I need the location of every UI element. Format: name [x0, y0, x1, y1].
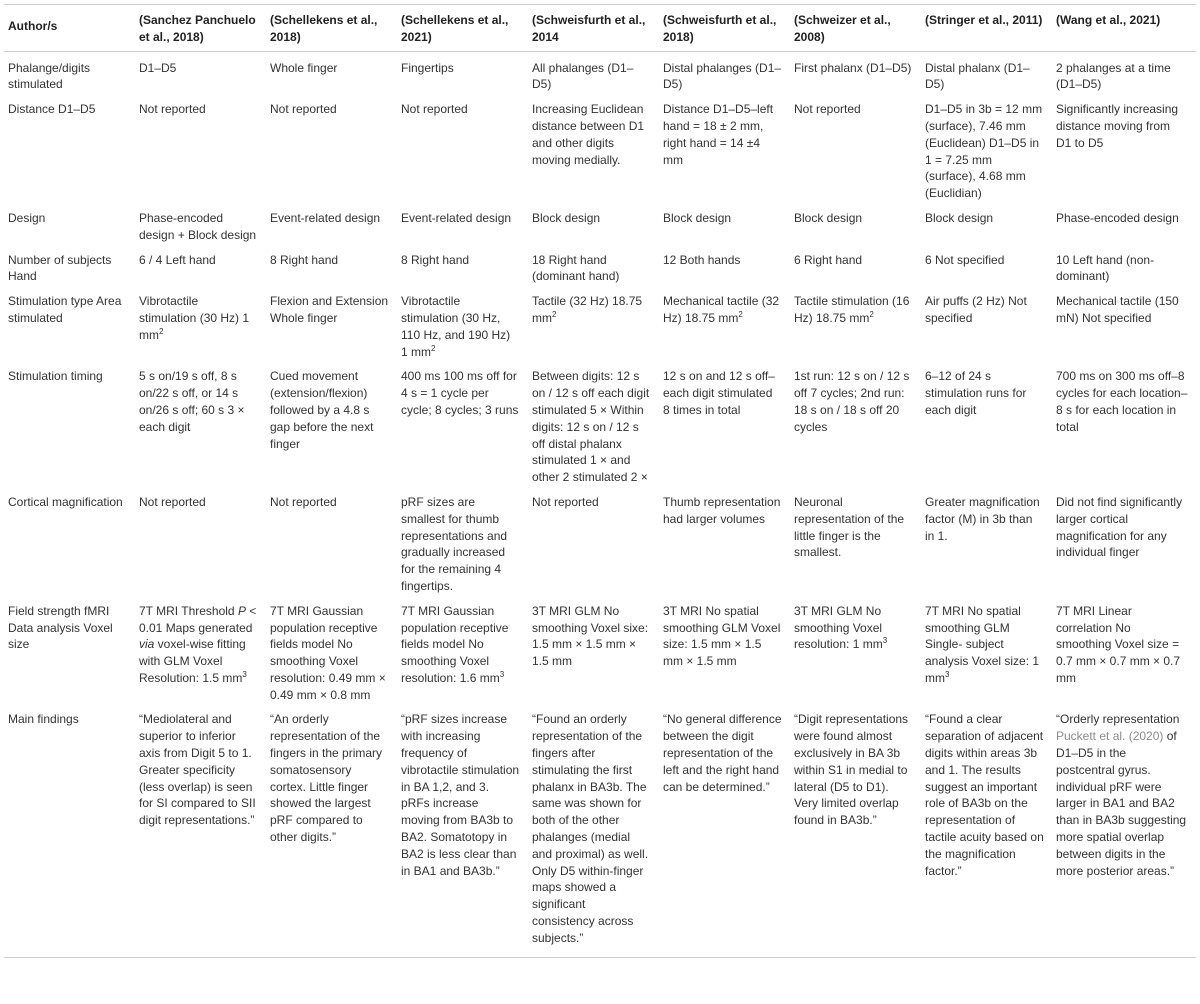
table-cell: pRF sizes are smallest for thumb representations and gradually increased for the remaining 4 fingertips. [401, 494, 508, 593]
header-author: (Sanchez Panchuelo et al., 2018) [135, 5, 266, 52]
table-cell: 6 Not specified [925, 252, 1005, 267]
table-cell: Tactile (32 Hz) 18.75 $mm^2$ [532, 294, 643, 325]
row-label: Phalange/digits stimulated [8, 60, 91, 92]
table-cell: 8 Right hand [270, 252, 339, 267]
table-cell: 10 Left hand (non-dominant) [1056, 252, 1155, 284]
header-author: (Schellekens et al., 2021) [397, 5, 528, 52]
header-author: (Schweizer et al., 2008) [790, 5, 921, 52]
table-cell: Phase-encoded design + Block design [139, 210, 257, 242]
row-label: Main findings [4, 707, 135, 957]
header-author: (Schweisfurth et al., 2018) [659, 5, 790, 52]
table-cell: 1st run: 12 s on / 12 s off 7 cycles; 2nd run: 18 s on / 18 s off 20 cycles [794, 369, 910, 434]
table-cell: 7T MRI Gaussian population receptive fields model No smoothing Voxel resolution: 1.6 $mm^3$ [401, 603, 509, 685]
table-cell: 6–12 of 24 s stimulation runs for each digit [925, 369, 1027, 417]
table-cell: “pRF sizes increase with increasing frequency of vibrotactile stimulation in BA 1,2, and 3. pRFs increase moving from BA3b to BA2. Somatotopy in BA2 is less clear than in BA1 and BA3b.” [397, 707, 528, 957]
table-cell: 7T MRI Gaussian population receptive fields model No smoothing Voxel resolution: 0.49 mm × 0.49 mm × 0.8 mm [270, 603, 386, 702]
header-author: (Schellekens et al., 2018) [266, 5, 397, 52]
header-label: Author/s [4, 5, 135, 52]
row-phalange [4, 51, 1196, 97]
table-cell: Block design [794, 210, 863, 225]
table-cell: Vibrotactile stimulation (30 Hz) 1 $mm^2$ [139, 294, 250, 342]
table-cell: Tactile stimulation (16 Hz) 18.75 $mm^2$ [794, 294, 910, 325]
row-label: Stimulation type Area stimulated [8, 294, 122, 325]
table-cell: 5 s on/19 s off, 8 s on/22 s off, or 14 s on/26 s off; 60 s 3 × each digit [139, 369, 245, 434]
row-field-strength [4, 599, 1196, 708]
header-author: (Wang et al., 2021) [1052, 5, 1196, 52]
table-cell: Vibrotactile stimulation (30 Hz, 110 Hz, and 190 Hz) 1 $mm^2$ [401, 294, 511, 359]
table-cell: Event-related design [270, 210, 381, 225]
table-cell: “An orderly representation of the fingers in the primary somatosensory cortex. Little finger showed the largest pRF compared to other digits.” [266, 707, 397, 957]
table-cell: Not reported [139, 102, 206, 117]
table-cell: 7T MRI No spatial smoothing GLM Single- subject analysis Voxel size: 1 $mm^3$ [925, 603, 1040, 685]
row-label: Design [8, 210, 46, 225]
table-cell: “Digit representations were found almost exclusively in BA 3b within S1 in medial to lateral (D5 to D1). Very limited overlap found in BA3b.” [790, 707, 921, 957]
table-cell: Greater magnification factor (M) in 3b than in 1. [925, 494, 1040, 543]
row-label: Cortical magnification [8, 494, 123, 509]
table-cell: Not reported [401, 102, 468, 117]
table-cell: Increasing Euclidean distance between D1 and other digits moving medially. [532, 102, 645, 167]
table-cell: Not reported [270, 102, 337, 117]
comparison-table [4, 4, 1196, 958]
table-cell: D1–D5 [139, 60, 177, 75]
table-cell: 2 phalanges at a time (D1–D5) [1056, 60, 1171, 92]
table-cell: Distal phalanx (D1–D5) [925, 60, 1030, 92]
table-cell: Thumb representation had larger volumes [663, 494, 781, 526]
row-cortical-magnification [4, 490, 1196, 599]
table-cell: Distal phalanges (D1–D5) [663, 60, 782, 92]
table-cell: Block design [663, 210, 732, 225]
table-cell: 700 ms on 300 ms off–8 cycles for each location–8 s for each location in total [1056, 369, 1188, 434]
row-stimulation-timing [4, 364, 1196, 490]
row-distance [4, 97, 1196, 206]
table-cell: 6 / 4 Left hand [139, 252, 216, 267]
table-cell: Mechanical tactile (32 Hz) 18.75 $mm^2$ [663, 294, 780, 325]
table-cell: Mechanical tactile (150 mN) Not specified [1056, 294, 1179, 325]
table-cell: Event-related design [401, 210, 512, 225]
table-cell: Significantly increasing distance moving from D1 to D5 [1056, 102, 1179, 150]
table-cell: Not reported [139, 494, 206, 509]
table-cell: Cued movement (extension/flexion) followed by a 4.8 s gap before the next finger [270, 369, 374, 451]
table-cell: Flexion and Extension Whole finger [270, 294, 389, 325]
row-subjects [4, 248, 1196, 290]
table-cell: 6 Right hand [794, 252, 863, 267]
table-cell: Block design [532, 210, 601, 225]
table-cell: Not reported [532, 494, 599, 509]
row-label: Distance D1–D5 [8, 102, 96, 117]
table-cell: “No general difference between the digit representation of the left and the right hand can be determined.” [659, 707, 790, 957]
row-label: Field strength fMRI Data analysis Voxel size [8, 603, 113, 652]
table-cell: 18 Right hand (dominant hand) [532, 252, 620, 284]
row-label: Number of subjects Hand [8, 252, 112, 284]
table-cell: First phalanx (D1–D5) [794, 60, 912, 75]
table-cell: 7T MRI Linear correlation No smoothing Voxel size = 0.7 mm × 0.7 mm × 0.7 mm [1056, 603, 1181, 685]
table-cell: All phalanges (D1–D5) [532, 60, 634, 92]
table-cell: Whole finger [270, 60, 338, 75]
table-cell: 3T MRI No spatial smoothing GLM Voxel size: 1.5 mm × 1.5 mm × 1.5 mm [663, 603, 781, 669]
row-stimulation-type [4, 289, 1196, 364]
table-cell: 12 s on and 12 s off–each digit stimulated 8 times in total [663, 369, 775, 417]
table-cell: 3T MRI GLM No smoothing Voxel sixe: 1.5 mm × 1.5 mm × 1.5 mm [532, 603, 649, 669]
header-author: (Schweisfurth et al., 2014 [528, 5, 659, 52]
table-cell: 3T MRI GLM No smoothing Voxel resolution: 1 $mm^3$ [794, 603, 888, 652]
table-cell: Between digits: 12 s on / 12 s off each digit stimulated 5 × Within digits: 12 s on / 12 s off distal phalanx stimulated 1 × and other 2 stimulated 2 × [532, 369, 650, 485]
table-cell: “Found a clear separation of adjacent digits within areas 3b and 1. The results suggest an important role of BA3b on the representation of tactile acuity based on the magnification factor.” [921, 707, 1052, 957]
header-author: (Stringer et al., 2011) [921, 5, 1052, 52]
citation-link[interactable]: Puckett et al. (2020) [1056, 729, 1164, 744]
header-row [4, 5, 1196, 52]
table-cell: D1–D5 in 3b = 12 mm (surface), 7.46 mm (Euclidean) D1–D5 in 1 = 7.25 mm (surface), 4.68 mm (Euclidian) [925, 102, 1043, 201]
table-cell: Block design [925, 210, 994, 225]
table-cell: Fingertips [401, 60, 454, 75]
table-cell: 12 Both hands [663, 252, 741, 267]
table-cell: Air puffs (2 Hz) Not specified [925, 294, 1027, 325]
row-label: Stimulation timing [8, 369, 103, 384]
table-cell: Did not find significantly larger cortical magnification for any individual finger [1056, 494, 1183, 560]
table-cell: “Mediolateral and superior to inferior axis from Digit 5 to 1. Greater specificity (less overlap) is seen for SI compared to SII digit representations.” [135, 707, 266, 957]
table-cell: Distance D1–D5–left hand = 18 ± 2 mm, right hand = 14 ±4 mm [663, 102, 774, 167]
table-cell: “Orderly representation Puckett et al. (2020) of D1–D5 in the postcentral gyrus. individual pRF were larger in BA1 and BA2 than in BA3b suggesting more spatial overlap between digits in the more posterior areas.” [1052, 707, 1196, 957]
table-cell: 8 Right hand [401, 252, 470, 267]
row-main-findings [4, 707, 1196, 957]
table-cell: Phase-encoded design [1056, 210, 1179, 225]
table-cell: “Found an orderly representation of the fingers after stimulating the first phalanx in BA3b. The same was shown for both of the other phalanges (medial and proximal) as well. Only D5 within-finger maps showed a significant consistency across subjects.” [528, 707, 659, 957]
table-cell: 400 ms 100 ms off for 4 s = 1 cycle per cycle; 8 cycles; 3 runs [401, 369, 519, 417]
table-cell: Neuronal representation of the little finger is the smallest. [794, 494, 905, 560]
row-design [4, 206, 1196, 248]
table-cell: 7T MRI Threshold P < 0.01 Maps generated via voxel-wise fitting with GLM Voxel Resolution: 1.5 $mm^3$ [139, 603, 257, 685]
table-cell: Not reported [270, 494, 337, 509]
table-cell: Not reported [794, 102, 861, 117]
